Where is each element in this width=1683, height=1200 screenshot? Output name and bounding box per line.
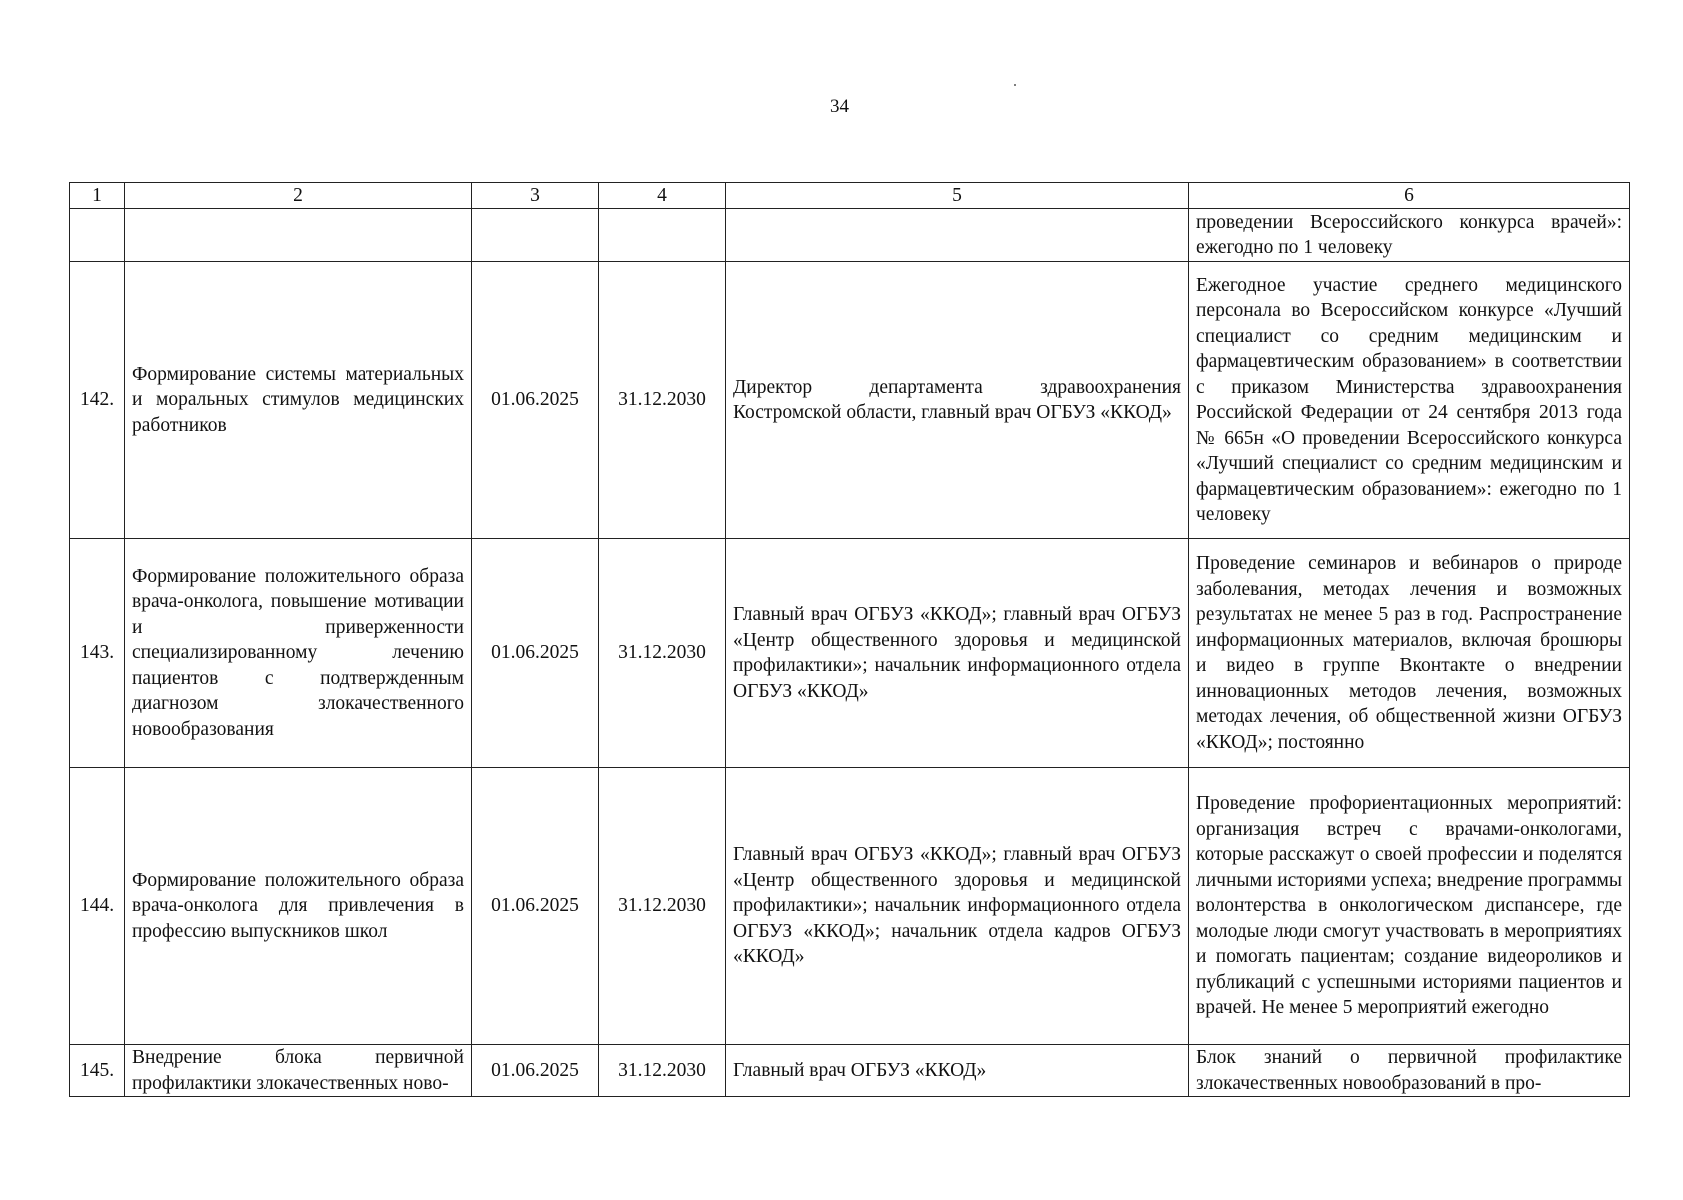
cell-result: Ежегодное участие среднего медицинского персонала во Всероссийском конкурсе «Лучший специалист со средним медицинским и фармацевтическим образованием» в соответствии с приказом Министерства здравоохранения Российской Федерации от 24 сентября 2013 года № 665н «О проведении Всероссийского конкурса «Лучший специалист со средним медицинским и фармацевтическим образованием»: ежегодно по 1 человеку <box>1189 262 1630 539</box>
cell-number: 145. <box>70 1045 125 1097</box>
cell-empty <box>472 209 599 262</box>
cell-task: Формирование положительного образа врача-онколога, повышение мотивации и приверженности специализированному лечению пациентов с подтвержденным диагнозом злокачественного новообразования <box>125 539 472 768</box>
header-col-2: 2 <box>125 183 472 209</box>
table-row <box>70 768 1630 1045</box>
cell-start-date: 01.06.2025 <box>472 539 599 768</box>
cell-end-date: 31.12.2030 <box>599 262 726 539</box>
table-row <box>70 262 1630 539</box>
header-col-4: 4 <box>599 183 726 209</box>
cell-result: Проведение профориентационных мероприятий: организация встреч с врачами-онкологами, которые расскажут о своей профессии и поделятся личными историями успеха; внедрение программы волонтерства в онкологическом диспансере, где молодые люди смогут участвовать в мероприятиях и помогать пациентам; создание видеороликов и публикаций с успешными историями пациентов и врачей. Не менее 5 мероприятий ежегодно <box>1189 768 1630 1045</box>
cell-responsible: Директор департамента здравоохранения Костромской области, главный врач ОГБУЗ «ККОД» <box>726 262 1189 539</box>
cell-result: Проведение семинаров и вебинаров о природе заболевания, методах лечения и возможных результатах не менее 5 раз в год. Распространение информационных материалов, включая брошюры и видео в группе Вконтакте о внедрении инновационных методов лечения, возможных методах лечения, об общественной жизни ОГБУЗ «ККОД»; постоянно <box>1189 539 1630 768</box>
cell-start-date: 01.06.2025 <box>472 262 599 539</box>
cell-task: Формирование положительного образа врача-онколога для привлечения в профессию выпускников школ <box>125 768 472 1045</box>
cell-number: 142. <box>70 262 125 539</box>
table-row <box>70 1045 1630 1097</box>
cell-responsible: Главный врач ОГБУЗ «ККОД»; главный врач ОГБУЗ «Центр общественного здоровья и медицинской профилактики»; начальник информационного отдела ОГБУЗ «ККОД» <box>726 539 1189 768</box>
cell-responsible: Главный врач ОГБУЗ «ККОД» <box>726 1045 1189 1097</box>
table-header-row <box>70 183 1630 209</box>
cell-task: Внедрение блока первичной профилактики злокачественных ново- <box>125 1045 472 1097</box>
cell-empty <box>70 209 125 262</box>
cell-start-date: 01.06.2025 <box>472 768 599 1045</box>
header-col-3: 3 <box>472 183 599 209</box>
cell-end-date: 31.12.2030 <box>599 768 726 1045</box>
table-row-continuation <box>70 209 1630 262</box>
cell-empty <box>599 209 726 262</box>
header-col-1: 1 <box>70 183 125 209</box>
cell-end-date: 31.12.2030 <box>599 1045 726 1097</box>
cell-end-date: 31.12.2030 <box>599 539 726 768</box>
cell-number: 144. <box>70 768 125 1045</box>
header-col-6: 6 <box>1189 183 1630 209</box>
cell-task: Формирование системы материальных и моральных стимулов медицинских работников <box>125 262 472 539</box>
cell-responsible: Главный врач ОГБУЗ «ККОД»; главный врач ОГБУЗ «Центр общественного здоровья и медицинской профилактики»; начальник информационного отдела ОГБУЗ «ККОД»; начальник отдела кадров ОГБУЗ «ККОД» <box>726 768 1189 1045</box>
table-row <box>70 539 1630 768</box>
measures-table <box>69 182 1630 1097</box>
cell-empty <box>726 209 1189 262</box>
cell-result: Блок знаний о первичной профилактике злокачественных новообразований в про- <box>1189 1045 1630 1097</box>
cell-number: 143. <box>70 539 125 768</box>
cell-result: проведении Всероссийского конкурса врачей»: ежегодно по 1 человеку <box>1189 209 1630 262</box>
cell-start-date: 01.06.2025 <box>472 1045 599 1097</box>
page-number: 34 <box>830 96 849 117</box>
header-col-5: 5 <box>726 183 1189 209</box>
scan-speck <box>1014 84 1016 86</box>
cell-empty <box>125 209 472 262</box>
